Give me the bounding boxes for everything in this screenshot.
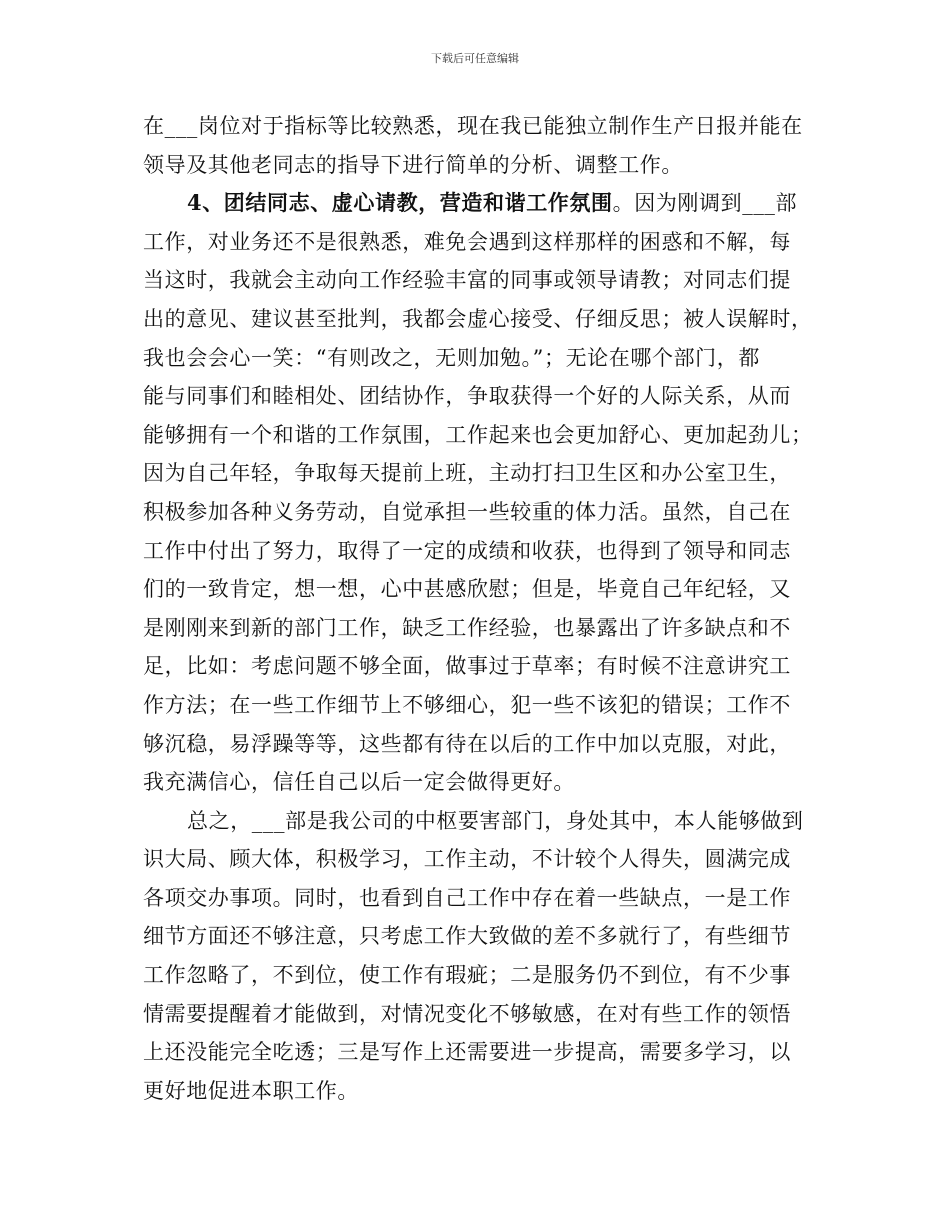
text-line: 积极参加各种义务劳动，自觉承担一些较重的体力活。虽然，自己在 — [143, 499, 791, 524]
text-line: 工作中付出了努力，取得了一定的成绩和收获，也得到了领导和同志 — [143, 538, 791, 563]
paragraph-1 — [143, 107, 815, 184]
text-line: 在___岗位对于指标等比较熟悉，现在我已能独立制作生产日报并能在 — [143, 114, 803, 138]
text-line: 能够拥有一个和谐的工作氛围，工作起来也会更加舒心、更加起劲儿； — [143, 422, 813, 447]
text-line: 我也会会心一笑：“有则改之，无则加勉。”；无论在哪个部门，都 — [143, 345, 760, 370]
text-line: 各项交办事项。同时，也看到自己工作中存在着一些缺点，一是工作 — [143, 885, 791, 910]
text-line: 因为自己年轻，争取每天提前上班，主动打扫卫生区和办公室卫生， — [143, 461, 791, 486]
text-line: 工作忽略了，不到位，使工作有瑕疵；二是服务仍不到位，有不少事 — [143, 963, 791, 988]
section-heading: 4、团结同志、虚心请教，营造和谐工作氛围 — [187, 190, 613, 216]
text-line: 当这时，我就会主动向工作经验丰富的同事或领导请教；对同志们提 — [143, 268, 791, 293]
text-line: 是刚刚来到新的部门工作，缺乏工作经验，也暴露出了许多缺点和不 — [143, 615, 791, 640]
text-span: 。因为刚调到___部 — [612, 191, 798, 216]
text-line: 能与同事们和睦相处、团结协作，争取获得一个好的人际关系，从而 — [143, 384, 791, 409]
page-header: 下载后可任意编辑 — [431, 52, 519, 65]
text-line: 够沉稳，易浮躁等等，这些都有待在以后的工作中加以克服，对此， — [143, 731, 791, 756]
text-line: 出的意见、建议甚至批判，我都会虚心接受、仔细反思；被人误解时， — [143, 306, 813, 331]
text-line: 识大局、顾大体，积极学习，工作主动，不计较个人得失，圆满完成 — [143, 847, 791, 872]
text-line: 们的一致肯定，想一想，心中甚感欣慰；但是，毕竟自己年纪轻，又 — [143, 577, 791, 602]
paragraph-2 — [143, 184, 815, 802]
text-line: 上还没能完全吃透；三是写作上还需要进一步提高，需要多学习，以 — [143, 1040, 791, 1065]
paragraph-heading-line — [143, 184, 815, 223]
text-line: 总之，___部是我公司的中枢要害部门，身处其中，本人能够做到 — [187, 808, 804, 833]
text-line: 领导及其他老同志的指导下进行简单的分析、调整工作。 — [143, 152, 683, 177]
paragraph-3 — [143, 802, 815, 1111]
text-line: 我充满信心，信任自己以后一定会做得更好。 — [143, 770, 575, 795]
text-line: 细节方面还不够注意，只考虑工作大致做的差不多就行了，有些细节 — [143, 924, 791, 949]
text-line: 作方法；在一些工作细节上不够细心，犯一些不该犯的错误；工作不 — [143, 692, 791, 717]
text-line: 足，比如：考虑问题不够全面，做事过于草率；有时候不注意讲究工 — [143, 654, 791, 679]
document-body — [143, 107, 815, 1110]
text-line: 更好地促进本职工作。 — [143, 1078, 359, 1103]
text-line: 情需要提醒着才能做到，对情况变化不够敏感，在对有些工作的领悟 — [143, 1001, 791, 1026]
text-line: 工作，对业务还不是很熟悉，难免会遇到这样那样的困惑和不解，每 — [143, 229, 791, 254]
